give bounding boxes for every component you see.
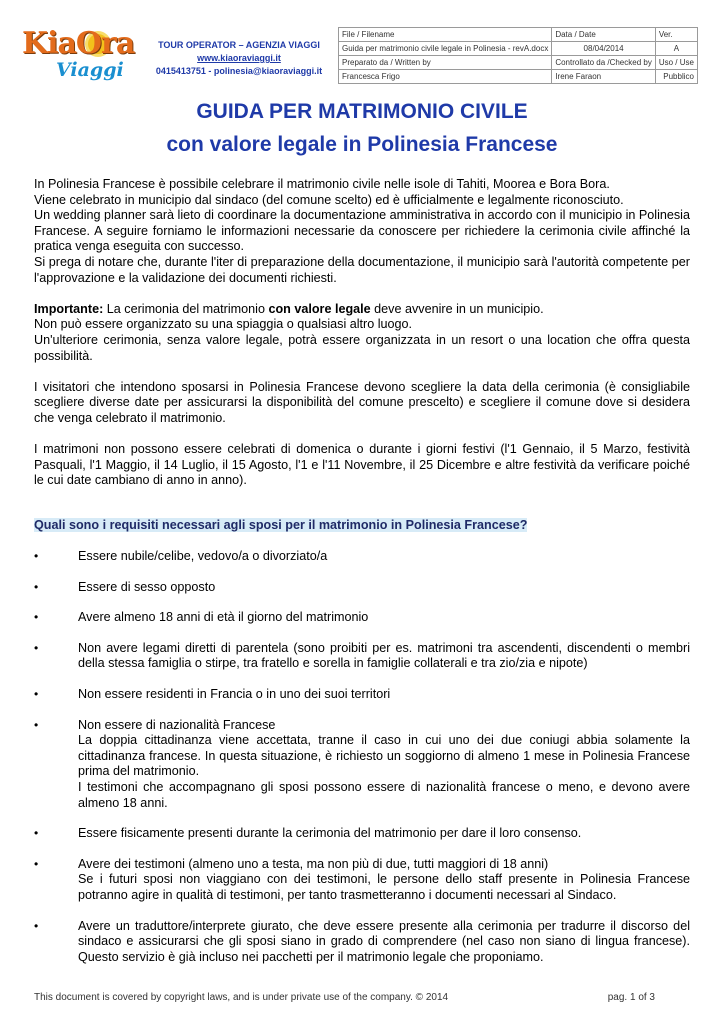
important-bold: con valore legale bbox=[268, 301, 371, 316]
page-title: GUIDA PER MATRIMONIO CIVILE bbox=[196, 100, 528, 123]
requirement-text: Avere dei testimoni (almeno uno a testa, ma non più di due, tutti maggiori di 18 anni) bbox=[78, 856, 549, 871]
important-paragraph-2: Non può essere organizzato su una spiaggia o qualsiasi altro luogo. bbox=[34, 317, 413, 332]
requirements-question-line bbox=[34, 518, 690, 534]
prepared-label: Preparato da / Written by bbox=[339, 56, 552, 70]
requirement-text: Essere nubile/celibe, vedovo/a o divorziato/a bbox=[78, 549, 328, 564]
contact-info[interactable]: 0415413751 - polinesia@kiaoraviaggi.it bbox=[155, 66, 323, 76]
requirement-text: Non essere di nazionalità Francese bbox=[78, 717, 276, 732]
website-link[interactable]: www.kiaoraviaggi.it bbox=[197, 53, 281, 63]
requirement-text: Essere fisicamente presenti durante la cerimonia del matrimonio per dare il loro consenso. bbox=[78, 826, 582, 841]
bullet-icon: • bbox=[34, 717, 39, 732]
intro-paragraph-2: Viene celebrato in municipio dal sindaco (del comune scelto) ed è ufficialmente e legalmente riconosciuto. bbox=[34, 192, 624, 207]
requirement-item bbox=[34, 580, 690, 596]
requirement-detail: Se i futuri sposi non viaggiano con dei testimoni, le persone dello staff presente in Polinesia Francese potranno agire in qualità di testimoni, per tanto trasmetteranno i documenti necessari al Sindaco. bbox=[78, 872, 690, 902]
company-name: TOUR OPERATOR – AGENZIA VIAGGI bbox=[158, 40, 320, 50]
bullet-icon: • bbox=[34, 549, 39, 564]
important-paragraph-3: Un'ulteriore cerimonia, senza valore legale, potrà essere organizzata in un resort o una location che offra questa possibilità. bbox=[34, 332, 690, 363]
requirement-text: Non avere legami diretti di parentela (sono proibiti per es. matrimoni tra ascendenti, discendenti o membri della stessa famiglia o stirpe, tra fratello e sorella in famiglie collaterali e tra zio/zia e nipote) bbox=[78, 640, 690, 671]
requirement-item bbox=[34, 718, 690, 812]
intro-paragraph-3: Un wedding planner sarà lieto di coordinare la documentazione amministrativa in accordo con il municipio in Polinesia Francese. A seguire forniamo le informazioni necessarie da conoscere per richiedere la cerimonia civile affinché la pratica venga eseguita con successo. bbox=[34, 208, 690, 254]
holidays-paragraph: I matrimoni non possono essere celebrati di domenica o durante i giorni festivi (l'1 Gennaio, il 5 Marzo, festività Pasquali, l'1 Maggio, il 14 Luglio, il 15 Agosto, l'1 e l'11 Novembre, il 25 Dicembre e altre festività da verificare poiché le cui date cambiano di anno in anno). bbox=[34, 442, 690, 488]
requirement-item bbox=[34, 549, 690, 565]
important-text-b: deve avvenire in un municipio. bbox=[370, 301, 544, 316]
company-logo bbox=[22, 27, 148, 85]
bullet-icon: • bbox=[34, 918, 39, 933]
use-value: Pubblico bbox=[655, 70, 697, 84]
intro-paragraph-4: Si prega di notare che, durante l'iter di preparazione della documentazione, il municipio sarà l'autorità competente per l'approvazione e la validazione dei documenti richiesti. bbox=[34, 254, 690, 285]
file-label: File / Filename bbox=[339, 28, 552, 42]
file-value: Guida per matrimonio civile legale in Polinesia - revA.docx bbox=[339, 42, 552, 56]
page-subtitle: con valore legale in Polinesia Francese bbox=[166, 133, 558, 156]
document-body bbox=[34, 177, 690, 965]
requirement-item bbox=[34, 919, 690, 966]
requirement-text: Essere di sesso opposto bbox=[78, 579, 216, 594]
requirement-item bbox=[34, 857, 690, 904]
bullet-icon: • bbox=[34, 640, 39, 655]
bullet-icon: • bbox=[34, 687, 39, 702]
logo-word-kiaora: KiaOra bbox=[22, 26, 135, 61]
logo-word-viaggi: Viaggi bbox=[56, 59, 124, 81]
page-number: pag. 1 of 3 bbox=[607, 992, 655, 1003]
bullet-icon: • bbox=[34, 856, 39, 871]
checked-value: Irene Faraon bbox=[552, 70, 656, 84]
company-info bbox=[146, 39, 332, 78]
requirement-text: Non essere residenti in Francia o in uno dei suoi territori bbox=[78, 687, 391, 702]
requirement-detail: I testimoni che accompagnano gli sposi possono essere di nazionalità francese o meno, e devono avere almeno 18 anni. bbox=[78, 780, 690, 810]
important-text-a: La cerimonia del matrimonio bbox=[103, 301, 269, 316]
requirement-item bbox=[34, 641, 690, 672]
important-paragraph bbox=[34, 302, 690, 318]
use-label: Uso / Use bbox=[655, 56, 697, 70]
bullet-icon: • bbox=[34, 826, 39, 841]
bullet-icon: • bbox=[34, 579, 39, 594]
date-label: Data / Date bbox=[552, 28, 656, 42]
copyright-notice: This document is covered by copyright laws, and is under private use of the company. © 2014 bbox=[34, 992, 449, 1003]
document-meta-table bbox=[338, 27, 698, 84]
requirement-item bbox=[34, 826, 690, 842]
requirements-question: Quali sono i requisiti necessari agli sposi per il matrimonio in Polinesia Francese? bbox=[34, 518, 528, 533]
prepared-value: Francesca Frigo bbox=[339, 70, 552, 84]
intro-paragraph-1: In Polinesia Francese è possibile celebrare il matrimonio civile nelle isole di Tahiti, Moorea e Bora Bora. bbox=[34, 177, 610, 191]
visitors-paragraph: I visitatori che intendono sposarsi in Polinesia Francese devono scegliere la data della cerimonia (è consigliabile scegliere diverse date per assicurarsi la disponibilità del comune prescelto) e scegliere il comune dove si desidera che venga celebrato il matrimonio. bbox=[34, 379, 690, 425]
bullet-icon: • bbox=[34, 610, 39, 625]
requirement-text: Avere almeno 18 anni di età il giorno del matrimonio bbox=[78, 610, 369, 625]
checked-label: Controllato da /Checked by bbox=[552, 56, 656, 70]
requirement-text: Avere un traduttore/interprete giurato, che deve essere presente alla cerimonia per tradurre il discorso del sindaco e assicurarsi che gli sposi siano in grado di comprendere (nel caso non siano di lingua francese). Questo servizio è già incluso nei pacchetti per il matrimonio legale che proponiamo. bbox=[78, 918, 690, 964]
important-label: Importante: bbox=[34, 301, 104, 316]
requirements-list bbox=[34, 549, 690, 965]
version-value: A bbox=[655, 42, 697, 56]
requirement-item bbox=[34, 610, 690, 626]
requirement-detail: La doppia cittadinanza viene accettata, tranne il caso in cui uno dei due coniugi abbia solamente la cittadinanza francese. In questa situazione, è richiesto un soggiorno di almeno 1 mese in Polinesia Francese prima del matrimonio. bbox=[78, 733, 690, 779]
date-value: 08/04/2014 bbox=[552, 42, 656, 56]
version-label: Ver. bbox=[655, 28, 697, 42]
requirement-item bbox=[34, 687, 690, 703]
